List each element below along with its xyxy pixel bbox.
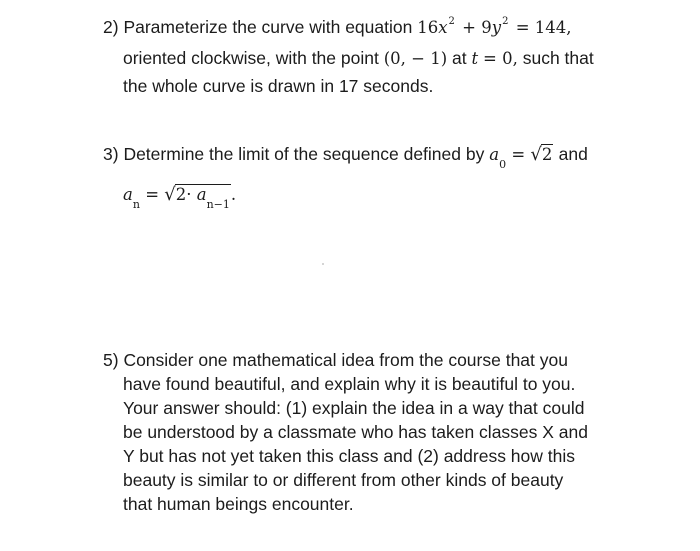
problem-3 — [103, 142, 588, 209]
problem-number: 2) — [103, 17, 119, 37]
subscript: n — [132, 198, 140, 211]
problem-2 — [103, 15, 594, 98]
sqrt-icon: √ — [530, 144, 542, 165]
problem-3-text: and — [558, 144, 588, 164]
radicand: 2 — [541, 145, 553, 164]
exponent: 2 — [448, 16, 455, 27]
rhs-value: 144, — [534, 18, 572, 37]
variable-t: t — [471, 49, 479, 68]
coefficient: 16 — [417, 18, 439, 37]
problem-2-text: at — [452, 48, 467, 68]
ellipse-equation — [417, 18, 571, 37]
exponent: 2 — [502, 16, 509, 27]
variable-x: x — [438, 18, 448, 37]
subscript: n−1 — [206, 198, 230, 211]
problem-2-line-1 — [103, 15, 594, 43]
problem-number: 5) — [103, 350, 119, 370]
subscript: 0 — [499, 158, 507, 171]
equals-sign: = — [145, 185, 160, 204]
period: . — [230, 185, 237, 204]
problem-5-text: Consider one mathematical idea from the course that you — [123, 350, 568, 370]
variable-a: a — [196, 185, 207, 204]
variable-a: a — [489, 145, 500, 164]
problem-5-text: beauty is similar to or different from other kinds of beauty — [123, 470, 564, 490]
problem-2-line-2 — [103, 46, 594, 71]
scan-speck — [322, 263, 324, 265]
problem-2-text: such that — [522, 48, 594, 68]
problem-2-line-3 — [103, 74, 594, 98]
plus-sign: + — [462, 18, 476, 37]
start-point: (0, − 1) — [383, 49, 448, 68]
problem-5-text: that human beings encounter. — [123, 494, 354, 514]
problem-2-text: Parameterize the curve with equation — [123, 17, 413, 37]
problem-5-line-1 — [103, 348, 588, 372]
equals-sign: = — [515, 18, 530, 37]
a0-definition — [489, 144, 558, 171]
problem-5 — [103, 348, 588, 516]
variable-y: y — [491, 18, 502, 37]
problem-3-line-1 — [103, 142, 588, 169]
problem-3-text: Determine the limit of the sequence defined by — [123, 144, 485, 164]
radicand — [175, 184, 231, 211]
equals-sign: = — [511, 145, 526, 164]
sqrt-icon: √ — [164, 184, 176, 205]
recurrence-formula — [103, 183, 588, 209]
problem-number: 3) — [103, 144, 119, 164]
variable-a: a — [123, 185, 133, 204]
t-value: = 0, — [483, 49, 518, 68]
problem-2-text: the whole curve is drawn in 17 seconds. — [123, 76, 434, 96]
coefficient: 9 — [481, 18, 492, 37]
problem-2-text: oriented clockwise, with the point — [123, 48, 379, 68]
problem-5-text: Y but has not yet taken this class and (2) address how this — [123, 446, 576, 466]
problem-5-text: be understood by a classmate who has taken classes X and — [123, 422, 588, 442]
coefficient: 2· — [175, 185, 192, 204]
problem-5-text: Your answer should: (1) explain the idea in a way that could — [123, 398, 585, 418]
problem-5-text: have found beautiful, and explain why it is beautiful to you. — [123, 374, 576, 394]
